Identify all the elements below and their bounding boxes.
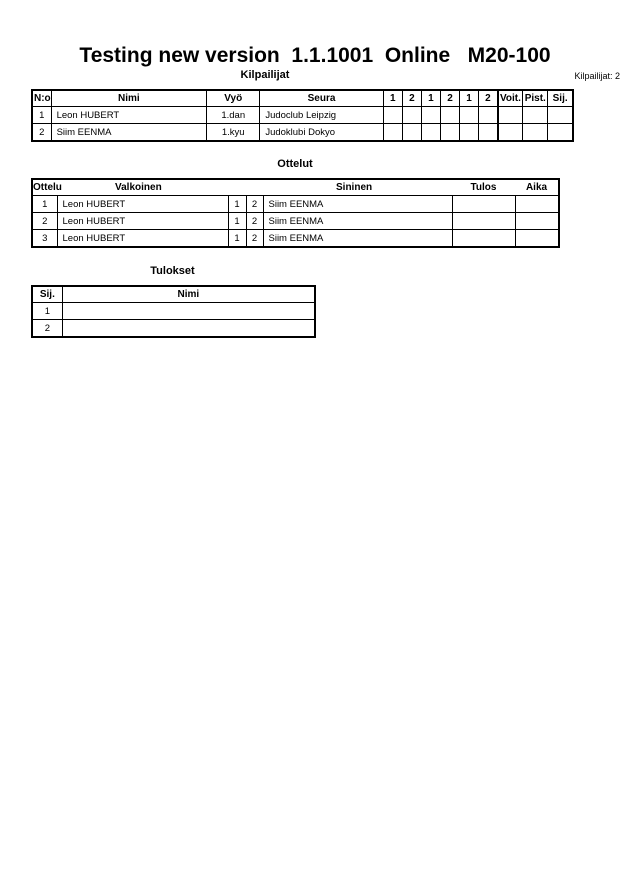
round-cell [460,107,479,124]
result-row [32,320,315,338]
place-cell [548,107,573,124]
col-match: Ottelu [32,179,57,196]
blue-name: Siim EENMA [263,230,452,248]
competitors-table [31,89,574,142]
match-row [32,196,559,213]
time-cell [515,230,559,248]
matches-heading: Ottelut [277,158,313,170]
white-name: Leon HUBERT [57,230,228,248]
white-name: Leon HUBERT [57,213,228,230]
col-points: Pist. [523,90,548,107]
time-cell [515,213,559,230]
match-no: 2 [32,213,57,230]
col-club: Seura [260,90,383,107]
competitor-row [32,124,573,142]
match-no: 1 [32,196,57,213]
col-time: Aika [515,179,559,196]
blue-no: 2 [246,213,263,230]
result-cell [452,230,515,248]
col-name: Nimi [51,90,207,107]
competitor-club: Judoklubi Dokyo [260,124,383,142]
result-cell [452,213,515,230]
col-belt: Vyö [207,90,260,107]
col-round: 1 [460,90,479,107]
blue-name: Siim EENMA [263,196,452,213]
round-cell [440,107,459,124]
col-round: 1 [421,90,440,107]
match-row [32,230,559,248]
round-cell [402,107,421,124]
page-title: Testing new version 1.1.1001 Online M20-100 [79,44,551,67]
col-wins: Voit. [498,90,523,107]
competitor-belt: 1.dan [207,107,260,124]
competitor-count: Kilpailijat: 2 [574,71,620,81]
col-no: N:o [32,90,51,107]
points-cell [523,107,548,124]
place-cell [548,124,573,142]
col-blue: Sininen [263,179,452,196]
result-row [32,303,315,320]
matches-table [31,178,560,248]
points-cell [523,124,548,142]
round-cell [460,124,479,142]
col-white: Valkoinen [57,179,228,196]
result-cell [452,196,515,213]
round-cell [440,124,459,142]
result-place: 1 [32,303,62,320]
round-cell [383,107,402,124]
white-name: Leon HUBERT [57,196,228,213]
round-cell [402,124,421,142]
round-cell [479,107,498,124]
col-round: 1 [383,90,402,107]
blue-name: Siim EENMA [263,213,452,230]
white-no: 1 [228,196,246,213]
col-result: Tulos [452,179,515,196]
time-cell [515,196,559,213]
white-no: 1 [228,230,246,248]
matches-header-row [32,179,559,196]
blue-no: 2 [246,230,263,248]
competitor-no: 1 [32,107,51,124]
result-name [62,320,315,338]
competitor-row [32,107,573,124]
competitor-name: Leon HUBERT [51,107,207,124]
round-cell [421,107,440,124]
col-spacer [246,179,263,196]
competitor-no: 2 [32,124,51,142]
col-place: Sij. [548,90,573,107]
competitor-club: Judoclub Leipzig [260,107,383,124]
wins-cell [498,124,523,142]
round-cell [421,124,440,142]
col-name: Nimi [62,286,315,303]
match-row [32,213,559,230]
results-header-row [32,286,315,303]
white-no: 1 [228,213,246,230]
result-place: 2 [32,320,62,338]
col-round: 2 [402,90,421,107]
col-spacer [228,179,246,196]
round-cell [479,124,498,142]
result-name [62,303,315,320]
competitor-belt: 1.kyu [207,124,260,142]
col-round: 2 [479,90,498,107]
results-heading: Tulokset [150,265,195,277]
match-no: 3 [32,230,57,248]
col-round: 2 [440,90,459,107]
col-place: Sij. [32,286,62,303]
results-table [31,285,316,338]
wins-cell [498,107,523,124]
competitors-header-row [32,90,573,107]
competitors-heading: Kilpailijat [240,69,290,81]
blue-no: 2 [246,196,263,213]
round-cell [383,124,402,142]
competitor-name: Siim EENMA [51,124,207,142]
